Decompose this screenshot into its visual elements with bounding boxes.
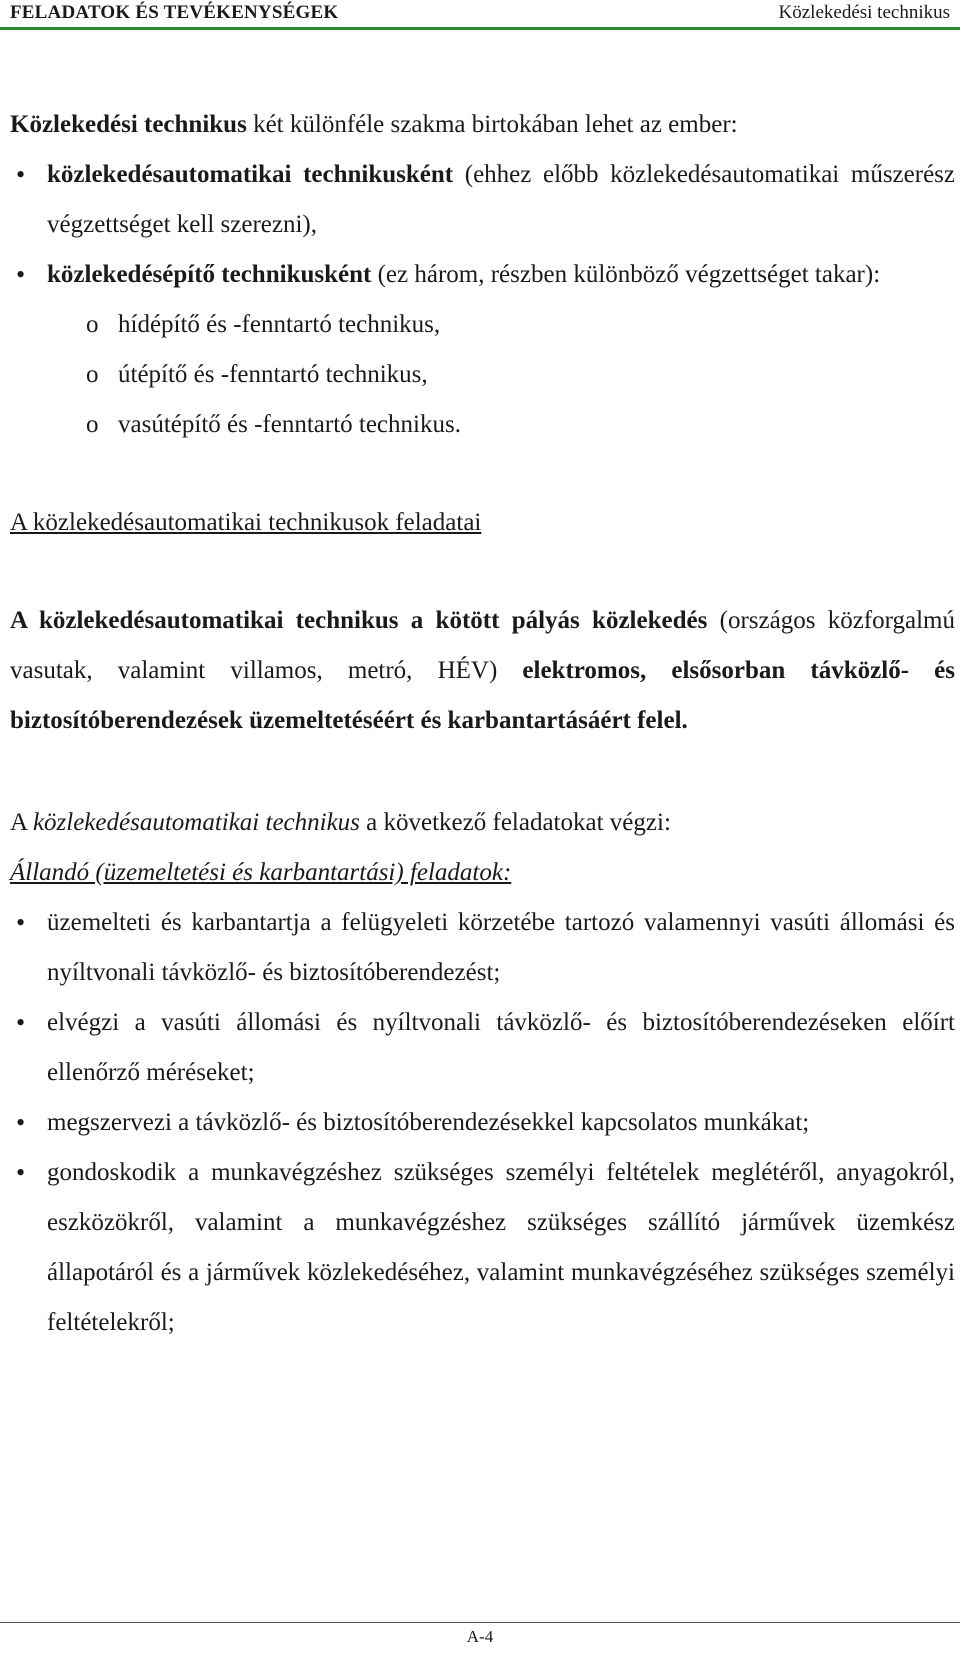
para-bold-lead: A közlekedésautomatikai technikus a kötött pályás közlekedés [10, 607, 708, 634]
intro-bold: Közlekedési technikus [10, 111, 247, 138]
page-footer [0, 1622, 960, 1647]
list-item [10, 250, 955, 300]
sub-list-item [10, 300, 955, 350]
profession-bold: közlekedésépítő technikusként [47, 261, 372, 288]
tasks-intro-italic: közlekedésautomatikai technikus [32, 809, 360, 836]
header-chapter-title: FELADATOK ÉS TEVÉKENYSÉGEK [10, 2, 339, 23]
task-list [10, 898, 955, 1348]
section-title: A közlekedésautomatikai technikusok feladatai [10, 509, 482, 536]
para-bold-tail: elektromos, elsősorban távközlő- és biztosítóberendezések üzemeltetéséért és karbantartásáért felel. [10, 657, 955, 734]
sub-list [10, 300, 955, 450]
tasks-heading: Állandó (üzemeltetési és karbantartási) feladatok: [10, 859, 512, 886]
list-item: • elvégzi a vasúti állomási és nyíltvonali távközlő- és biztosítóberendezéseken előírt ellenőrző méréseket; [10, 998, 955, 1098]
tasks-intro-paragraph [10, 798, 955, 848]
sub-list-item [10, 400, 955, 450]
header-document-title: Közlekedési technikus [778, 2, 950, 23]
sub-list-item [10, 350, 955, 400]
tasks-intro-pre: A [10, 809, 33, 836]
page-content [10, 100, 955, 1348]
page-header [0, 0, 960, 30]
list-item: • megszervezi a távközlő- és biztosítóberendezésekkel kapcsolatos munkákat; [10, 1098, 955, 1148]
intro-paragraph [10, 100, 955, 150]
list-item: • gondoskodik a munkavégzéshez szükséges személyi feltételek meglétéről, anyagokról, eszközökről, valamint a munkavégzéshez szükséges szállító járművek üzemkész állapotáról és a járművek közlekedéséhez, valamint munkavégzéséhez szükséges személyi feltételekről; [10, 1148, 955, 1348]
sub-item-text: útépítő és -fenntartó technikus, [118, 361, 428, 388]
profession-bold: közlekedésautomatikai technikusként [47, 161, 454, 188]
circle-bullet-icon: o [86, 311, 99, 338]
intro-text: két különféle szakma birtokában lehet az ember: [246, 111, 738, 138]
responsibility-paragraph [10, 596, 955, 746]
profession-list [10, 150, 955, 300]
page-number: A-4 [466, 1627, 494, 1646]
profession-text: (ez három, részben különböző végzettséget takar): [371, 261, 881, 288]
sub-item-text: hídépítő és -fenntartó technikus, [118, 311, 441, 338]
tasks-intro-post: a következő feladatokat végzi: [359, 809, 671, 836]
list-item [10, 150, 955, 250]
circle-bullet-icon: o [86, 411, 99, 438]
circle-bullet-icon: o [86, 361, 99, 388]
profession-text: (ehhez előbb közlekedésautomatikai műszerész végzettséget kell szerezni), [47, 161, 955, 238]
para-normal: (országos közforgalmú vasutak, valamint villamos, metró, HÉV) [10, 607, 955, 684]
sub-item-text: vasútépítő és -fenntartó technikus. [118, 411, 461, 438]
list-item: • üzemelteti és karbantartja a felügyeleti körzetébe tartozó valamennyi vasúti állomási és nyíltvonali távközlő- és biztosítóberendezést; [10, 898, 955, 998]
